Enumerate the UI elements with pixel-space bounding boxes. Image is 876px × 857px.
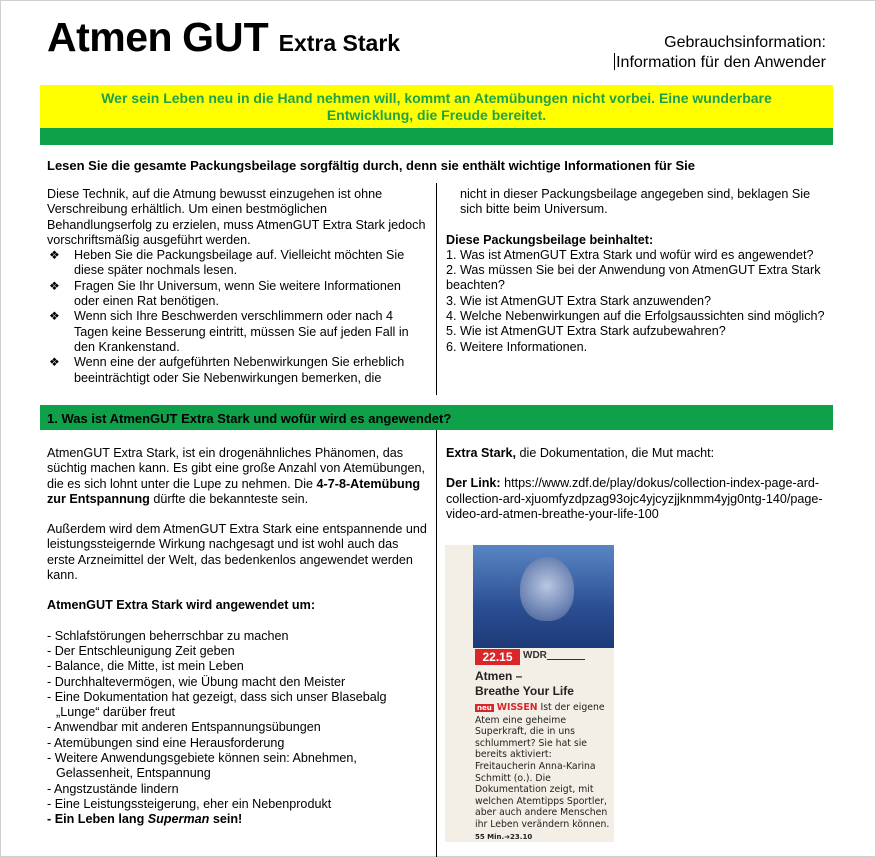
superman-prefix: - Ein Leben lang bbox=[47, 812, 148, 827]
list-item: - Eine Dokumentation hat gezeigt, dass sich unser Blasebalg „Lunge“ darüber freut bbox=[47, 689, 387, 720]
logo-word-gut: GUT bbox=[182, 14, 269, 60]
bullet-continuation: nicht in dieser Packungsbeilage angegeben sind, beklagen Sie sich bitte beim Universum. bbox=[460, 187, 811, 217]
list-item bbox=[47, 248, 427, 279]
list-item: - Angstzustände lindern bbox=[47, 781, 179, 796]
list-item bbox=[47, 355, 427, 386]
list-item-text: Wenn sich Ihre Beschwerden verschlimmern oder nach 4 Tagen keine Besserung eintritt, müssen Sie auf jeden Fall in den Krankenstand. bbox=[74, 309, 409, 354]
documentary-text: die Dokumentation, die Mut macht: bbox=[516, 446, 715, 460]
read-leaflet-heading: Lesen Sie die gesamte Packungsbeilage sorgfältig durch, denn sie enthält wichtige Informationen für Sie bbox=[47, 158, 695, 173]
p1-text-end: dürfte die bekannteste sein. bbox=[149, 491, 309, 506]
intro-right-column bbox=[446, 187, 826, 355]
clipping-duration: 55 Min.➜23.10 bbox=[475, 832, 533, 841]
list-item: - Schlafstörungen beherrschbar zu machen bbox=[47, 628, 289, 643]
logo-word-extra-stark: Extra Stark bbox=[278, 30, 401, 56]
spacer bbox=[47, 507, 427, 522]
spacer bbox=[446, 218, 826, 233]
section1-left-column bbox=[47, 446, 427, 828]
spacer bbox=[47, 583, 427, 598]
logo-word-atmen: Atmen bbox=[47, 14, 173, 60]
contents-heading: Diese Packungsbeilage beinhaltet: bbox=[446, 232, 654, 247]
green-divider-bar bbox=[40, 128, 833, 145]
p1-bold: 4-7-8-Atemübung zur Entspannung bbox=[47, 476, 421, 506]
uses-heading: AtmenGUT Extra Stark wird angewendet um: bbox=[47, 598, 316, 613]
list-item bbox=[47, 812, 427, 827]
document-type-line2-wrap[interactable] bbox=[614, 53, 826, 73]
neu-tag: neu bbox=[477, 704, 492, 712]
channel-rule bbox=[547, 659, 585, 660]
uses-list bbox=[47, 629, 427, 828]
clipping-body bbox=[475, 702, 611, 842]
documentary-bold: Extra Stark, bbox=[446, 446, 517, 460]
document-type-line2: Information für den Anwender bbox=[616, 54, 826, 71]
contents-item-1[interactable]: 1. Was ist AtmenGUT Extra Stark und wofür wird es angewendet? bbox=[446, 247, 814, 262]
contents-item-4[interactable]: 4. Welche Nebenwirkungen auf die Erfolgsaussichten sind möglich? bbox=[446, 309, 825, 324]
contents-item-3[interactable]: 3. Wie ist AtmenGUT Extra Stark anzuwenden? bbox=[446, 293, 712, 308]
document-type bbox=[614, 33, 826, 73]
section1-title: 1. Was ist AtmenGUT Extra Stark und wofür wird es angewendet? bbox=[47, 411, 452, 426]
bullet-diamond-icon: ❖ bbox=[49, 355, 60, 370]
diver-face-icon bbox=[520, 557, 574, 621]
list-item bbox=[47, 309, 427, 355]
link-label: Der Link: bbox=[446, 476, 501, 491]
bullet-diamond-icon: ❖ bbox=[49, 248, 60, 263]
wissen-tag: WISSEN bbox=[496, 702, 538, 713]
list-item: - Der Entschleunigung Zeit geben bbox=[47, 643, 235, 658]
brand-logo bbox=[47, 14, 400, 61]
intro-bullet-list bbox=[47, 248, 427, 386]
spacer bbox=[446, 461, 826, 476]
p1-text: AtmenGUT Extra Stark, ist ein drogenähnliches Phänomen, das süchtig machen kann. Es gibt eine große Anzahl von Atemübungen, die es sich lohnt unter die Lupe zu nehmen. Die bbox=[47, 446, 426, 491]
intro-left-column bbox=[47, 187, 427, 386]
magazine-clipping-image bbox=[445, 545, 614, 842]
column-divider-top bbox=[436, 183, 437, 395]
section1-paragraph1 bbox=[47, 446, 427, 507]
list-item-text: Heben Sie die Packungsbeilage auf. Vielleicht möchten Sie diese später nochmals lesen. bbox=[74, 248, 405, 278]
contents-item-6[interactable]: 6. Weitere Informationen. bbox=[446, 339, 588, 354]
documentary-line bbox=[446, 446, 826, 461]
list-item-text: Wenn eine der aufgeführten Nebenwirkungen Sie erheblich beeinträchtigt oder Sie Nebenwirkungen bemerken, die bbox=[74, 355, 405, 385]
section1-right-column bbox=[446, 446, 826, 522]
link-paragraph bbox=[446, 476, 826, 522]
contents-item-5[interactable]: 5. Wie ist AtmenGUT Extra Stark aufzubewahren? bbox=[446, 324, 726, 339]
contents-item-2[interactable]: 2. Was müssen Sie bei der Anwendung von AtmenGUT Extra Stark beachten? bbox=[446, 263, 821, 293]
superman-suffix: sein! bbox=[209, 812, 243, 827]
text-cursor bbox=[614, 53, 615, 70]
documentary-link[interactable]: https://www.zdf.de/play/dokus/collection-index-page-ard-collection-ard-xjuomfyzdpzag93ojc4yjcyzjjknmm4yjg0ntg-140/page-video-ard-atmen-breathe-your-life-100 bbox=[446, 476, 823, 521]
clipping-title bbox=[475, 669, 574, 699]
time-badge: 22.15 bbox=[475, 649, 520, 665]
superman-italic: Superman bbox=[147, 812, 210, 827]
intro-paragraph: Diese Technik, auf die Atmung bewusst einzugehen ist ohne Verschreibung erhältlich. Um einen bestmöglichen Behandlungserfolg zu erzielen, muss AtmenGUT Extra Stark jedoch vorschriftsmäßig ausgeführt werden. bbox=[47, 187, 426, 247]
list-item: - Weitere Anwendungsgebiete können sein: Abnehmen, Gelassenheit, Entspannung bbox=[47, 751, 357, 781]
clipping-title-line2: Breathe Your Life bbox=[475, 684, 574, 698]
list-item bbox=[47, 279, 427, 310]
document-type-line1: Gebrauchsinformation: bbox=[664, 34, 826, 51]
list-item-text: Fragen Sie Ihr Universum, wenn Sie weitere Informationen oder einen Rat benötigen. bbox=[74, 278, 401, 309]
column-divider-bottom bbox=[436, 430, 437, 857]
clipping-title-line1: Atmen – bbox=[475, 669, 523, 683]
list-item: - Atemübungen sind eine Herausforderung bbox=[47, 735, 285, 750]
clipping-text: Ist der eigene Atem eine geheime Superkraft, die in uns schlummert? Sie hat sie bereits aktiviert: Freitaucherin Anna-Karina Schmitt (o.). Die Dokumentation zeigt, mit welchen Atemtipps Sportler, aber auch andere Menschen ihr Leben verändern können. bbox=[475, 702, 610, 830]
bullet-diamond-icon: ❖ bbox=[49, 309, 60, 324]
bullet-diamond-icon: ❖ bbox=[49, 278, 60, 293]
list-item: - Anwendbar mit anderen Entspannungsübungen bbox=[47, 720, 321, 735]
list-item: - Durchhaltevermögen, wie Übung macht den Meister bbox=[47, 674, 346, 689]
slogan-banner bbox=[40, 85, 833, 128]
channel-label: WDR bbox=[523, 650, 547, 661]
list-item: - Balance, die Mitte, ist mein Leben bbox=[47, 659, 244, 674]
spacer bbox=[47, 614, 427, 629]
section1-paragraph2: Außerdem wird dem AtmenGUT Extra Stark eine entspannende und leistungssteigernde Wirkung nachgesagt und ist wohl auch das erste Arzneimittel der Welt, das bedenkenlos angewendet werden kann. bbox=[47, 522, 427, 583]
slogan-text: Wer sein Leben neu in die Hand nehmen will, kommt an Atemübungen nicht vorbei. Eine wunderbare Entwicklung, die Freude bereitet. bbox=[101, 89, 772, 123]
list-item: - Eine Leistungssteigerung, eher ein Nebenprodukt bbox=[47, 796, 332, 811]
